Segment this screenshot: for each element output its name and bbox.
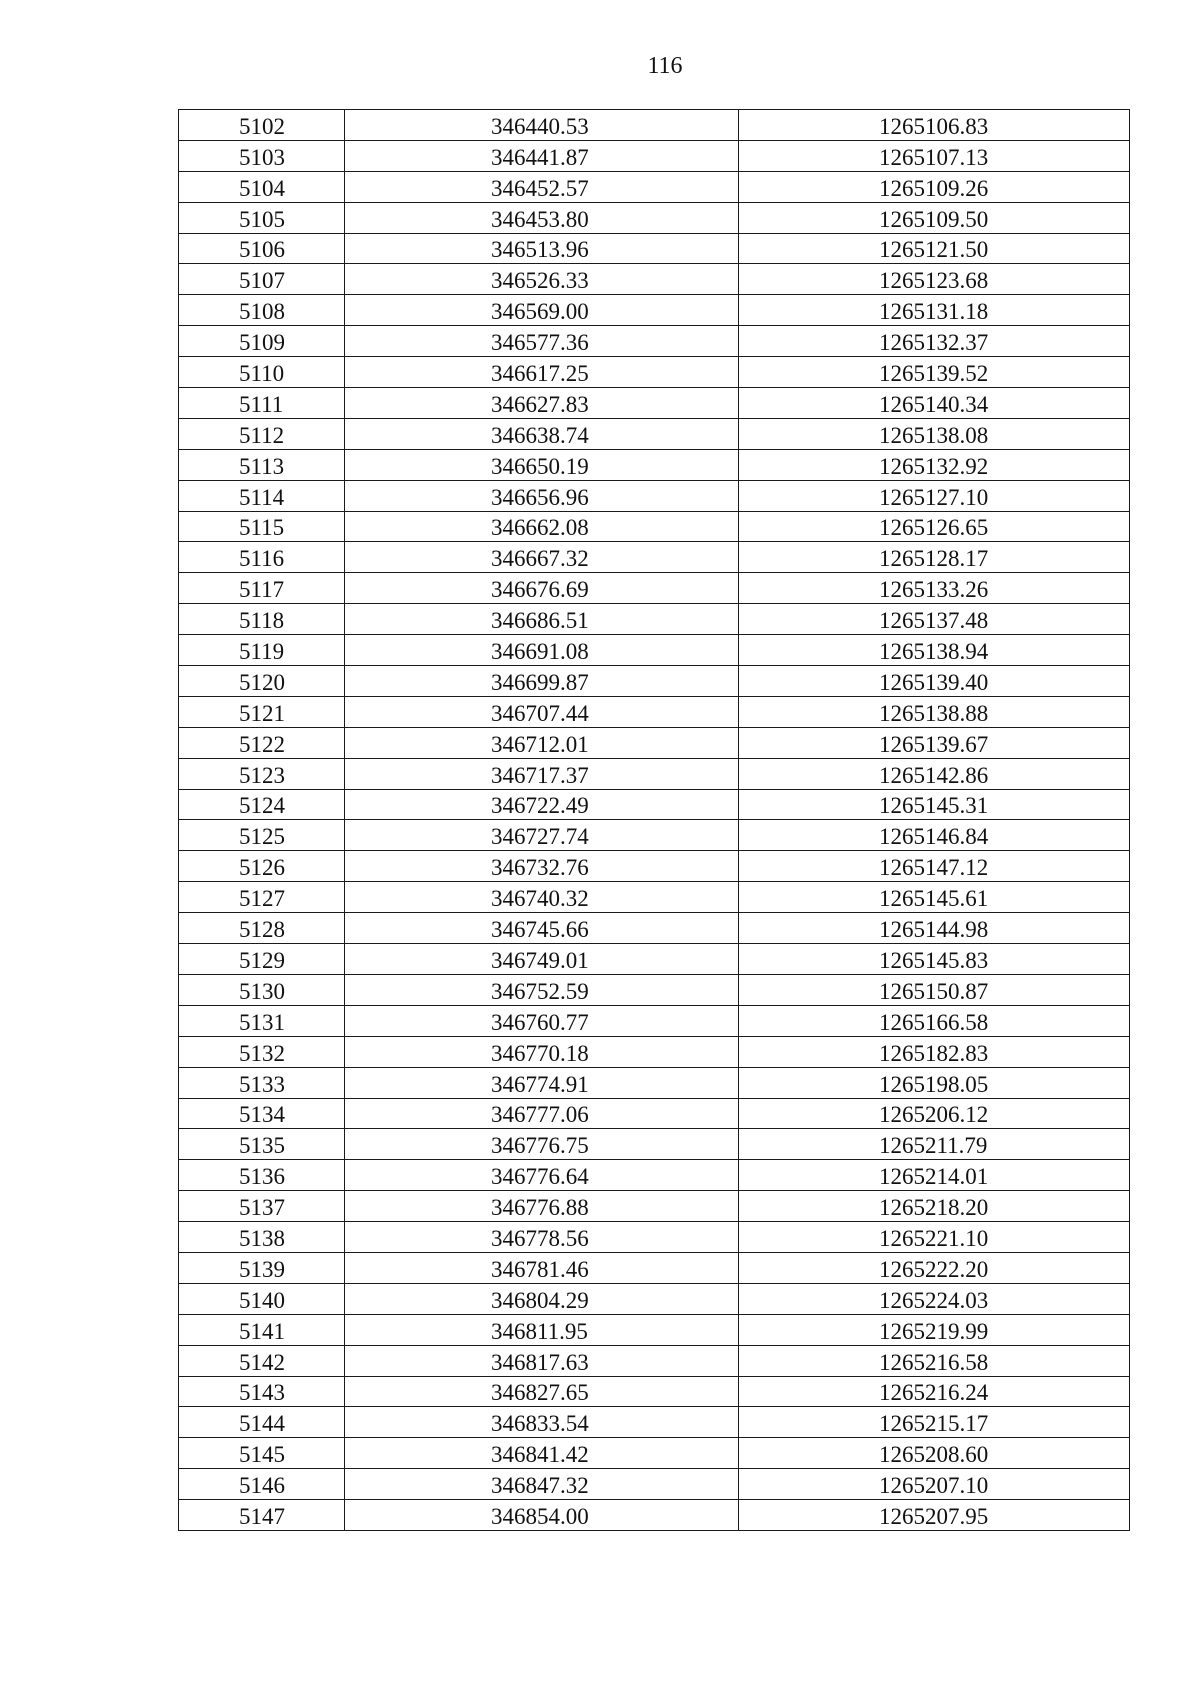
y-coordinate-cell: 1265132.92 — [739, 449, 1130, 480]
point-id-cell: 5114 — [179, 480, 345, 511]
point-id-cell: 5124 — [179, 789, 345, 820]
y-coordinate-cell: 1265107.13 — [739, 140, 1130, 171]
y-coordinate-cell: 1265145.83 — [739, 944, 1130, 975]
y-coordinate-cell: 1265208.60 — [739, 1438, 1130, 1469]
point-id-cell: 5108 — [179, 295, 345, 326]
x-coordinate-cell: 346452.57 — [345, 171, 739, 202]
y-coordinate-cell: 1265207.10 — [739, 1469, 1130, 1500]
point-id-cell: 5123 — [179, 758, 345, 789]
y-coordinate-cell: 1265150.87 — [739, 974, 1130, 1005]
y-coordinate-cell: 1265182.83 — [739, 1036, 1130, 1067]
x-coordinate-cell: 346662.08 — [345, 511, 739, 542]
table-row — [179, 974, 1130, 1005]
point-id-cell: 5134 — [179, 1098, 345, 1129]
y-coordinate-cell: 1265121.50 — [739, 233, 1130, 264]
y-coordinate-cell: 1265219.99 — [739, 1314, 1130, 1345]
y-coordinate-cell: 1265106.83 — [739, 110, 1130, 141]
table-row — [179, 882, 1130, 913]
point-id-cell: 5119 — [179, 635, 345, 666]
point-id-cell: 5141 — [179, 1314, 345, 1345]
table-row — [179, 388, 1130, 419]
x-coordinate-cell: 346776.64 — [345, 1160, 739, 1191]
y-coordinate-cell: 1265109.26 — [739, 171, 1130, 202]
y-coordinate-cell: 1265221.10 — [739, 1222, 1130, 1253]
x-coordinate-cell: 346440.53 — [345, 110, 739, 141]
point-id-cell: 5118 — [179, 604, 345, 635]
x-coordinate-cell: 346569.00 — [345, 295, 739, 326]
table-row — [179, 418, 1130, 449]
page-number: 116 — [647, 53, 683, 79]
y-coordinate-cell: 1265216.58 — [739, 1345, 1130, 1376]
point-id-cell: 5129 — [179, 944, 345, 975]
y-coordinate-cell: 1265145.61 — [739, 882, 1130, 913]
table-row — [179, 140, 1130, 171]
table-row — [179, 1160, 1130, 1191]
point-id-cell: 5104 — [179, 171, 345, 202]
point-id-cell: 5126 — [179, 851, 345, 882]
table-row — [179, 110, 1130, 141]
table-row — [179, 1252, 1130, 1283]
table-row — [179, 666, 1130, 697]
x-coordinate-cell: 346577.36 — [345, 326, 739, 357]
table-row — [179, 913, 1130, 944]
table-row — [179, 727, 1130, 758]
x-coordinate-cell: 346441.87 — [345, 140, 739, 171]
x-coordinate-cell: 346453.80 — [345, 202, 739, 233]
y-coordinate-cell: 1265132.37 — [739, 326, 1130, 357]
point-id-cell: 5136 — [179, 1160, 345, 1191]
point-id-cell: 5139 — [179, 1252, 345, 1283]
table-row — [179, 233, 1130, 264]
point-id-cell: 5125 — [179, 820, 345, 851]
table-row — [179, 696, 1130, 727]
x-coordinate-cell: 346727.74 — [345, 820, 739, 851]
y-coordinate-cell: 1265224.03 — [739, 1283, 1130, 1314]
y-coordinate-cell: 1265139.52 — [739, 357, 1130, 388]
x-coordinate-cell: 346732.76 — [345, 851, 739, 882]
y-coordinate-cell: 1265147.12 — [739, 851, 1130, 882]
table-row — [179, 1438, 1130, 1469]
table-row — [179, 789, 1130, 820]
x-coordinate-cell: 346777.06 — [345, 1098, 739, 1129]
point-id-cell: 5133 — [179, 1067, 345, 1098]
coordinates-table — [178, 109, 1130, 1531]
x-coordinate-cell: 346833.54 — [345, 1407, 739, 1438]
table-row — [179, 604, 1130, 635]
x-coordinate-cell: 346707.44 — [345, 696, 739, 727]
x-coordinate-cell: 346526.33 — [345, 264, 739, 295]
x-coordinate-cell: 346749.01 — [345, 944, 739, 975]
y-coordinate-cell: 1265127.10 — [739, 480, 1130, 511]
point-id-cell: 5131 — [179, 1005, 345, 1036]
y-coordinate-cell: 1265126.65 — [739, 511, 1130, 542]
x-coordinate-cell: 346781.46 — [345, 1252, 739, 1283]
point-id-cell: 5117 — [179, 573, 345, 604]
point-id-cell: 5110 — [179, 357, 345, 388]
y-coordinate-cell: 1265138.94 — [739, 635, 1130, 666]
table-row — [179, 511, 1130, 542]
x-coordinate-cell: 346776.75 — [345, 1129, 739, 1160]
point-id-cell: 5144 — [179, 1407, 345, 1438]
table-row — [179, 573, 1130, 604]
y-coordinate-cell: 1265222.20 — [739, 1252, 1130, 1283]
x-coordinate-cell: 346676.69 — [345, 573, 739, 604]
y-coordinate-cell: 1265139.40 — [739, 666, 1130, 697]
point-id-cell: 5143 — [179, 1376, 345, 1407]
point-id-cell: 5130 — [179, 974, 345, 1005]
y-coordinate-cell: 1265137.48 — [739, 604, 1130, 635]
point-id-cell: 5138 — [179, 1222, 345, 1253]
x-coordinate-cell: 346804.29 — [345, 1283, 739, 1314]
x-coordinate-cell: 346513.96 — [345, 233, 739, 264]
y-coordinate-cell: 1265206.12 — [739, 1098, 1130, 1129]
y-coordinate-cell: 1265142.86 — [739, 758, 1130, 789]
point-id-cell: 5132 — [179, 1036, 345, 1067]
x-coordinate-cell: 346712.01 — [345, 727, 739, 758]
y-coordinate-cell: 1265138.08 — [739, 418, 1130, 449]
point-id-cell: 5102 — [179, 110, 345, 141]
point-id-cell: 5122 — [179, 727, 345, 758]
y-coordinate-cell: 1265144.98 — [739, 913, 1130, 944]
y-coordinate-cell: 1265214.01 — [739, 1160, 1130, 1191]
point-id-cell: 5145 — [179, 1438, 345, 1469]
point-id-cell: 5111 — [179, 388, 345, 419]
x-coordinate-cell: 346667.32 — [345, 542, 739, 573]
point-id-cell: 5120 — [179, 666, 345, 697]
x-coordinate-cell: 346722.49 — [345, 789, 739, 820]
y-coordinate-cell: 1265211.79 — [739, 1129, 1130, 1160]
point-id-cell: 5147 — [179, 1500, 345, 1531]
x-coordinate-cell: 346740.32 — [345, 882, 739, 913]
table-row — [179, 1283, 1130, 1314]
table-row — [179, 542, 1130, 573]
table-row — [179, 1005, 1130, 1036]
x-coordinate-cell: 346847.32 — [345, 1469, 739, 1500]
x-coordinate-cell: 346650.19 — [345, 449, 739, 480]
point-id-cell: 5137 — [179, 1191, 345, 1222]
point-id-cell: 5140 — [179, 1283, 345, 1314]
point-id-cell: 5127 — [179, 882, 345, 913]
x-coordinate-cell: 346752.59 — [345, 974, 739, 1005]
point-id-cell: 5109 — [179, 326, 345, 357]
y-coordinate-cell: 1265131.18 — [739, 295, 1130, 326]
x-coordinate-cell: 346770.18 — [345, 1036, 739, 1067]
x-coordinate-cell: 346778.56 — [345, 1222, 739, 1253]
x-coordinate-cell: 346817.63 — [345, 1345, 739, 1376]
x-coordinate-cell: 346774.91 — [345, 1067, 739, 1098]
table-row — [179, 1469, 1130, 1500]
x-coordinate-cell: 346745.66 — [345, 913, 739, 944]
point-id-cell: 5105 — [179, 202, 345, 233]
y-coordinate-cell: 1265138.88 — [739, 696, 1130, 727]
y-coordinate-cell: 1265140.34 — [739, 388, 1130, 419]
table-row — [179, 202, 1130, 233]
y-coordinate-cell: 1265139.67 — [739, 727, 1130, 758]
coordinates-table-body — [179, 110, 1130, 1531]
table-row — [179, 820, 1130, 851]
x-coordinate-cell: 346691.08 — [345, 635, 739, 666]
table-row — [179, 1314, 1130, 1345]
table-row — [179, 1191, 1130, 1222]
y-coordinate-cell: 1265146.84 — [739, 820, 1130, 851]
table-row — [179, 851, 1130, 882]
table-row — [179, 171, 1130, 202]
point-id-cell: 5135 — [179, 1129, 345, 1160]
y-coordinate-cell: 1265207.95 — [739, 1500, 1130, 1531]
x-coordinate-cell: 346776.88 — [345, 1191, 739, 1222]
x-coordinate-cell: 346811.95 — [345, 1314, 739, 1345]
point-id-cell: 5128 — [179, 913, 345, 944]
x-coordinate-cell: 346617.25 — [345, 357, 739, 388]
y-coordinate-cell: 1265198.05 — [739, 1067, 1130, 1098]
table-row — [179, 758, 1130, 789]
x-coordinate-cell: 346717.37 — [345, 758, 739, 789]
point-id-cell: 5116 — [179, 542, 345, 573]
y-coordinate-cell: 1265215.17 — [739, 1407, 1130, 1438]
table-row — [179, 449, 1130, 480]
table-row — [179, 635, 1130, 666]
x-coordinate-cell: 346760.77 — [345, 1005, 739, 1036]
point-id-cell: 5106 — [179, 233, 345, 264]
x-coordinate-cell: 346841.42 — [345, 1438, 739, 1469]
table-row — [179, 1098, 1130, 1129]
x-coordinate-cell: 346638.74 — [345, 418, 739, 449]
table-row — [179, 944, 1130, 975]
table-row — [179, 326, 1130, 357]
table-row — [179, 1345, 1130, 1376]
table-row — [179, 1036, 1130, 1067]
x-coordinate-cell: 346627.83 — [345, 388, 739, 419]
table-row — [179, 357, 1130, 388]
y-coordinate-cell: 1265216.24 — [739, 1376, 1130, 1407]
point-id-cell: 5112 — [179, 418, 345, 449]
point-id-cell: 5115 — [179, 511, 345, 542]
x-coordinate-cell: 346827.65 — [345, 1376, 739, 1407]
point-id-cell: 5103 — [179, 140, 345, 171]
x-coordinate-cell: 346656.96 — [345, 480, 739, 511]
table-row — [179, 1500, 1130, 1531]
table-row — [179, 1067, 1130, 1098]
point-id-cell: 5142 — [179, 1345, 345, 1376]
y-coordinate-cell: 1265128.17 — [739, 542, 1130, 573]
table-row — [179, 1407, 1130, 1438]
x-coordinate-cell: 346699.87 — [345, 666, 739, 697]
point-id-cell: 5113 — [179, 449, 345, 480]
table-row — [179, 264, 1130, 295]
point-id-cell: 5121 — [179, 696, 345, 727]
y-coordinate-cell: 1265109.50 — [739, 202, 1130, 233]
table-row — [179, 1376, 1130, 1407]
y-coordinate-cell: 1265123.68 — [739, 264, 1130, 295]
table-row — [179, 1222, 1130, 1253]
y-coordinate-cell: 1265218.20 — [739, 1191, 1130, 1222]
table-row — [179, 480, 1130, 511]
table-row — [179, 295, 1130, 326]
y-coordinate-cell: 1265166.58 — [739, 1005, 1130, 1036]
x-coordinate-cell: 346686.51 — [345, 604, 739, 635]
y-coordinate-cell: 1265145.31 — [739, 789, 1130, 820]
y-coordinate-cell: 1265133.26 — [739, 573, 1130, 604]
table-row — [179, 1129, 1130, 1160]
point-id-cell: 5107 — [179, 264, 345, 295]
point-id-cell: 5146 — [179, 1469, 345, 1500]
x-coordinate-cell: 346854.00 — [345, 1500, 739, 1531]
